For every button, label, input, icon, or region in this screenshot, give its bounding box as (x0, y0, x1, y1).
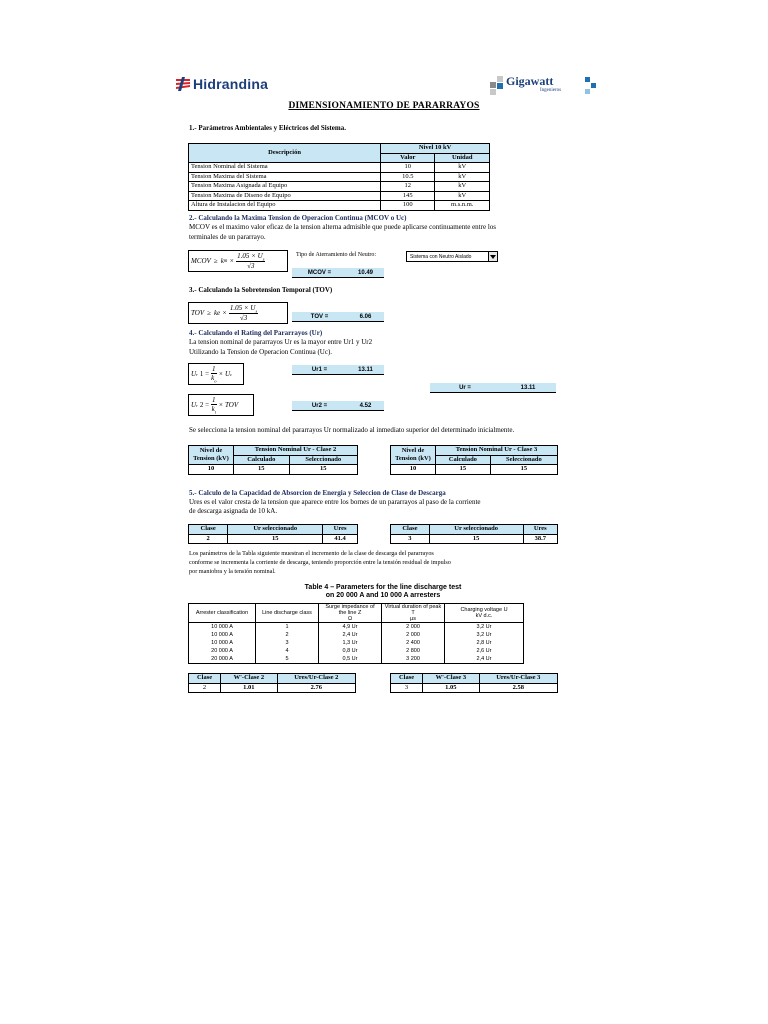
t4-col-duration-label: Virtual duration of peak T (384, 604, 442, 616)
section5-para5: por maniobra y la tensión nominal. (189, 568, 276, 575)
table-row (189, 465, 358, 475)
formula-times: × (222, 309, 227, 317)
t4-cell: 2,6 Ur (476, 648, 492, 654)
formula-fraction (229, 304, 258, 322)
t4-row (189, 647, 524, 655)
col-w: W'-Clase 2 (221, 674, 278, 684)
tov-result-label: TOV = (310, 313, 329, 320)
formula-k: ke (213, 309, 221, 317)
ur-result (430, 383, 556, 393)
t4-col-duration (382, 604, 445, 623)
t4-col-duration-unit: µs (410, 616, 416, 622)
table4-title1: Table 4 – Parameters for the line discharge test (304, 584, 462, 591)
col-ures: Ures (523, 525, 557, 535)
formula-k-sub: m (223, 258, 228, 264)
col-seleccionado: Seleccionado (289, 455, 357, 465)
cell-clase: 2 (189, 683, 221, 693)
col-clase: Clase (189, 674, 221, 684)
col-ratio: Ures/Ur-Clase 2 (277, 674, 355, 684)
ur2-value: 4.52 (359, 402, 372, 409)
col-tension-nominal: Tension Nominal Ur - Clase 2 (234, 446, 358, 456)
t4-cell: 20 000 A (189, 647, 256, 655)
section4-heading: 4.- Calculando el Rating del Pararrayos (Ur) (189, 329, 323, 337)
formula-ge: ≥ (213, 257, 218, 265)
t4-cell: 3 200 (382, 655, 445, 664)
t4-col-impedance (319, 604, 382, 623)
cell-clase: 3 (391, 683, 423, 693)
tov-result (292, 312, 384, 322)
section4-para2: Utilizando la Tension de Operacion Continua (Uc). (189, 348, 333, 356)
t4-cell: 2,8 Ur (476, 640, 492, 646)
col-clase: Clase (391, 674, 423, 684)
ur-table-clase3 (390, 445, 558, 475)
formula-num-sub: s (262, 256, 265, 262)
ur2-result (292, 401, 384, 411)
cell-w: 1.01 (221, 683, 278, 693)
t4-cell: 0,8 Ur (319, 647, 382, 655)
table-row (189, 534, 358, 544)
f2-den-sub: t (214, 409, 216, 415)
row-unidad: kV (435, 191, 490, 201)
f1-lhs: U (191, 370, 197, 378)
section3-heading: 3.- Calculando la Sobretension Temporal (TOV) (189, 286, 333, 294)
ur-label: Ur = (459, 384, 471, 391)
ures-table-clase2 (188, 524, 358, 544)
formula-ge: ≥ (207, 309, 211, 317)
cell-ratio: 2.58 (479, 683, 557, 693)
formula-times: × (229, 257, 235, 265)
section5-para4: conforme se incrementa la corriente de descarga, teniendo proporción entre la tensión residual de impulso (189, 559, 451, 566)
hidrandina-mark-icon (176, 77, 190, 91)
cell-seleccionado: 15 (289, 465, 357, 475)
cell-nivel: 10 (391, 465, 436, 475)
col-clase: Clase (391, 525, 430, 535)
t4-cell: 2 400 (382, 639, 445, 647)
t4-col-voltage-label: Charging voltage U (460, 607, 508, 613)
t4-cell: 1 (256, 623, 319, 632)
row-desc: Tension Nominal del Sistema (189, 163, 381, 173)
mcov-result-value: 10.49 (357, 269, 373, 276)
col-clase: Clase (189, 525, 228, 535)
row-unidad: m.s.n.m. (435, 201, 490, 211)
ur1-formula (188, 363, 244, 385)
cell-ur: 15 (429, 534, 523, 544)
f2-idx: 2 = (199, 401, 210, 409)
t4-col-class-label: Line discharge class (262, 610, 312, 616)
table-row (189, 182, 490, 192)
chevron-down-icon[interactable] (488, 252, 497, 261)
section4-para1: La tension nominal de pararrayos Ur es la mayor entre Ur1 y Ur2 (189, 338, 373, 346)
f1-num: 1 (212, 364, 216, 373)
t4-cell: 1,3 Ur (319, 639, 382, 647)
t4-col-voltage (445, 604, 524, 623)
section5-para3: Los parámetros de la Tabla siguiente muestran el incremento de la clase de descarga del pararrayos (189, 550, 434, 557)
row-unidad: kV (435, 182, 490, 192)
row-valor: 10 (381, 163, 435, 173)
cell-ures: 38.7 (523, 534, 557, 544)
col-ur-seleccionado: Ur seleccionado (429, 525, 523, 535)
t4-cell: 5 (256, 655, 319, 664)
mcov-result-label: MCOV = (307, 269, 332, 276)
formula-num: 1.05 × U (229, 303, 256, 312)
cell-nivel: 10 (189, 465, 234, 475)
gigawatt-accent-icon (585, 77, 597, 95)
t4-row (189, 655, 524, 664)
section5-para2: de descarga asignada de 10 kA. (189, 507, 278, 515)
t4-col-class (256, 604, 319, 623)
cell-ratio: 2.76 (277, 683, 355, 693)
table-row (189, 683, 356, 693)
hidrandina-logo (176, 76, 268, 92)
t4-cell: 3,2 Ur (476, 632, 492, 638)
neutral-label: Tipo de Aterramiento del Neutro: (296, 252, 377, 258)
t4-cell: 2 800 (382, 647, 445, 655)
mcov-formula (188, 250, 288, 272)
section1-heading: 1.- Parámetros Ambientales y Eléctricos del Sistema. (189, 124, 346, 132)
t4-row (189, 623, 524, 632)
mcov-result (292, 268, 384, 278)
f1-lhs-sub: r (196, 371, 198, 377)
energy-table-clase2 (188, 673, 356, 693)
tov-formula (188, 302, 288, 324)
t4-col-impedance-label: Surge impedance of the line Z (325, 604, 375, 616)
tov-result-value: 6.06 (359, 313, 372, 320)
section4-para3: Se selecciona la tension nominal del pararrayos Ur normalizado al inmediato superior del determinado inicialmente. (189, 426, 515, 434)
ur-value: 13.11 (520, 384, 536, 391)
neutral-select[interactable] (406, 251, 498, 262)
table-row (189, 191, 490, 201)
f2-num: 1 (212, 395, 216, 404)
page-title: DIMENSIONAMIENTO DE PARARRAYOS (288, 101, 480, 111)
table4 (188, 603, 524, 664)
t4-col-impedance-unit: Ω (347, 616, 353, 622)
table-row (189, 201, 490, 211)
t4-cell: 2,4 Ur (476, 656, 492, 662)
formula-den: √3 (239, 314, 248, 323)
formula-fraction (236, 252, 265, 270)
t4-cell: 10 000 A (189, 631, 256, 639)
col-seleccionado: Seleccionado (490, 455, 557, 465)
row-unidad: kV (435, 163, 490, 173)
ures-table-clase3 (390, 524, 558, 544)
f1-fraction (211, 365, 217, 383)
row-valor: 145 (381, 191, 435, 201)
f1-den-sub: o (214, 378, 217, 384)
col-nivel-tension: Nivel de Tension (kV) (189, 446, 234, 465)
row-valor: 100 (381, 201, 435, 211)
t4-body (189, 623, 524, 664)
f1-rhs: × U (218, 370, 231, 378)
col-valor: Valor (381, 153, 435, 163)
f1-rhs-sub: c (230, 371, 233, 377)
gigawatt-logo (490, 73, 600, 99)
section2-para1: MCOV es el maximo valor eficaz de la tension alterna admisible que puede aplicarse continuamente entre los (189, 223, 496, 231)
col-calculado: Calculado (436, 455, 491, 465)
f2-lhs: U (191, 401, 197, 409)
cell-w: 1.05 (423, 683, 480, 693)
row-unidad: kV (435, 172, 490, 182)
table4-title2: on 20 000 A and 10 000 A arresters (325, 592, 441, 599)
ur1-result (292, 365, 384, 375)
t4-cell: 3 (256, 639, 319, 647)
table-row (391, 465, 558, 475)
parameters-table (188, 143, 490, 211)
table-row (391, 534, 558, 544)
col-tension-nominal: Tension Nominal Ur - Clase 3 (436, 446, 558, 456)
row-valor: 12 (381, 182, 435, 192)
table-row (391, 683, 558, 693)
col-ratio: Ures/Ur-Clase 3 (479, 674, 557, 684)
cell-ur: 15 (228, 534, 323, 544)
section5-heading: 5.- Calculo de la Capacidad de Absorcion de Energia y Seleccion de Clase de Descarga (189, 489, 446, 497)
ur2-label: Ur2 = (311, 402, 328, 409)
formula-den: √3 (247, 262, 255, 271)
t4-cell: 2,4 Ur (319, 631, 382, 639)
col-nivel-tension: Nivel de Tension (kV) (391, 446, 436, 465)
formula-k: k (220, 257, 224, 265)
t4-cell: 2 000 (382, 623, 445, 632)
ur2-formula (188, 394, 254, 416)
f2-rhs: × TOV (218, 401, 239, 409)
ur-table-clase2 (188, 445, 358, 475)
hidrandina-logo-text: Hidrandina (193, 76, 269, 92)
ur1-label: Ur1 = (311, 366, 328, 373)
t4-cell: 2 (256, 631, 319, 639)
cell-ures: 41.4 (323, 534, 358, 544)
t4-cell: 4,9 Ur (319, 623, 382, 632)
f2-fraction (211, 396, 217, 414)
t4-row (189, 639, 524, 647)
ur1-value: 13.11 (358, 366, 373, 373)
t4-cell: 2 000 (382, 631, 445, 639)
t4-cell: 3,2 Ur (476, 624, 492, 630)
row-desc: Tension Maxima Asignada al Equipo (189, 182, 381, 192)
gigawatt-logo-text: Gigawatt (506, 74, 554, 88)
f1-den: k (211, 373, 215, 382)
cell-calculado: 15 (234, 465, 290, 475)
row-desc: Altura de Instalacion del Equipo (189, 201, 381, 211)
f1-idx: 1 = (199, 370, 210, 378)
cell-calculado: 15 (436, 465, 491, 475)
col-ur-seleccionado: Ur seleccionado (228, 525, 323, 535)
f2-lhs-sub: r (196, 402, 198, 408)
col-w: W'-Clase 3 (423, 674, 480, 684)
cell-seleccionado: 15 (490, 465, 557, 475)
cell-clase: 2 (189, 534, 228, 544)
t4-col-voltage-unit: kV d.c. (475, 613, 493, 619)
col-nivel: Nivel 10 kV (381, 144, 490, 154)
t4-cell: 10 000 A (189, 623, 256, 632)
cell-clase: 3 (391, 534, 430, 544)
f2-den: k (211, 404, 215, 413)
gigawatt-logo-subtext: Ingenieros (540, 88, 562, 93)
formula-lhs: TOV (191, 309, 205, 317)
t4-col-classification-label: Arrester classification (195, 610, 249, 616)
row-desc: Tension Maxima de Diseno de Equipo (189, 191, 381, 201)
col-unidad: Unidad (435, 153, 490, 163)
col-ures: Ures (323, 525, 358, 535)
formula-num-sub: s (255, 308, 258, 314)
section5-para1: Ures es el valor cresta de la tension que aparece entre los bornes de un pararrayos al paso de la corriente (189, 498, 481, 506)
section2-heading: 2.- Calculando la Maxima Tension de Operacion Continua (MCOV o Uc) (189, 214, 407, 222)
neutral-select-value: Sistema con Neutro Aislado (410, 253, 472, 260)
t4-cell: 10 000 A (189, 639, 256, 647)
t4-cell: 0,5 Ur (319, 655, 382, 664)
table-row (189, 163, 490, 173)
formula-num: 1.05 × U (237, 251, 263, 260)
section2-para2: terminales de un pararrayo. (189, 233, 266, 241)
table-row (189, 172, 490, 182)
t4-cell: 4 (256, 647, 319, 655)
t4-col-classification (189, 604, 256, 623)
t4-cell: 20 000 A (189, 655, 256, 664)
row-valor: 10.5 (381, 172, 435, 182)
col-descripcion: Descripción (189, 144, 381, 163)
col-calculado: Calculado (234, 455, 290, 465)
formula-lhs: MCOV (191, 257, 211, 265)
t4-row (189, 631, 524, 639)
row-desc: Tension Maxima del Sistema (189, 172, 381, 182)
energy-table-clase3 (390, 673, 558, 693)
